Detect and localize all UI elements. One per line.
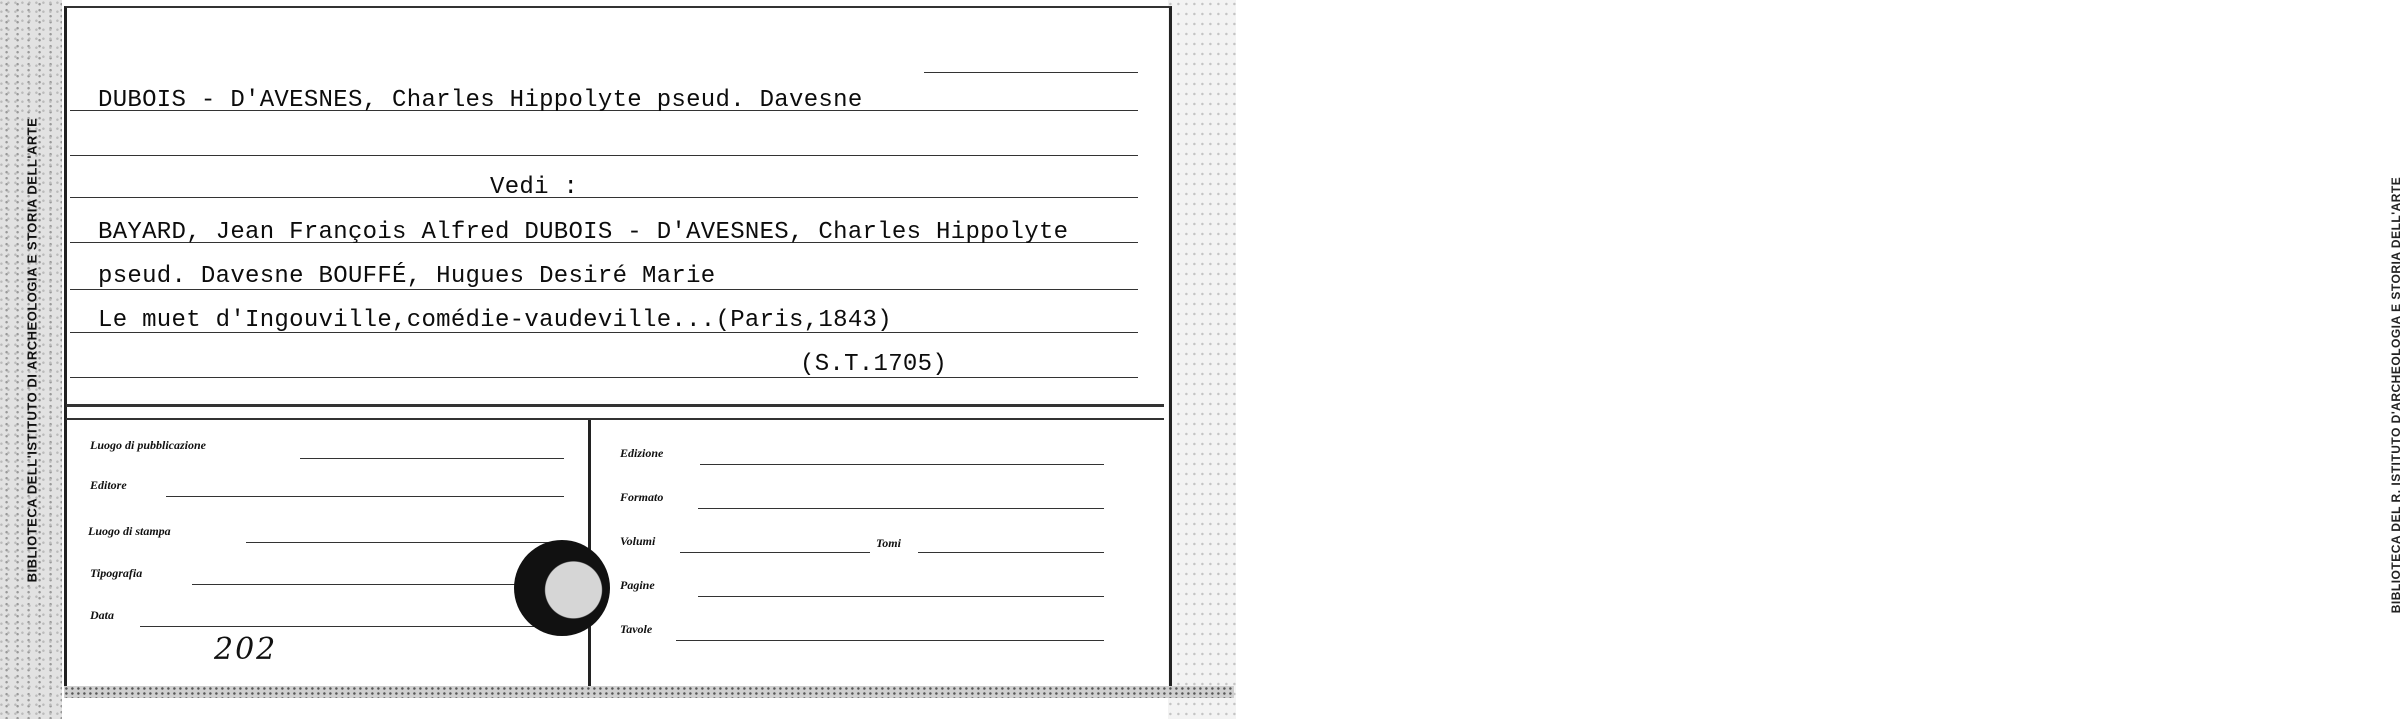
label-editore: Editore [90,478,127,492]
field-luogo-stampa [246,542,564,543]
rule-2 [70,155,1138,156]
label-volumi: Volumi [620,534,656,548]
rule-3 [70,197,1138,198]
field-pagine [698,596,1104,597]
label-pagine: Pagine [620,578,655,592]
field-data [140,626,564,627]
rule-section-divider [66,404,1164,407]
label-formato: Formato [620,490,664,504]
handwritten-number: 202 [214,632,278,667]
right-adjacent-card-strip [1168,0,2403,719]
field-tavole [676,640,1104,641]
card-line-2: pseud. Davesne BOUFFÉ, Hugues Desiré Marie [98,263,716,290]
rule-section-divider-2 [66,418,1164,420]
card-punch-hole [514,540,610,636]
card-line-3: Le muet d'Ingouville,comédie-vaudeville...(Paris,1843) [98,307,892,334]
label-data: Data [90,608,114,622]
field-volumi [680,552,870,553]
label-tavole: Tavole [620,622,653,636]
field-editore [166,496,564,497]
card-heading: DUBOIS - D'AVESNES, Charles Hippolyte pseud. Davesne [98,87,863,114]
field-tomi [918,552,1104,553]
shelfmark: (S.T.1705) [800,351,948,378]
label-tomi: Tomi [876,536,901,550]
label-luogo-stampa: Luogo di stampa [88,524,171,538]
field-formato [698,508,1104,509]
adjacent-card-side-label: BIBLIOTECA DEL R. ISTITUTO D'ARCHEOLOGIA E STORIA DELL'ARTE [2389,176,2403,614]
left-binding-strip [0,0,62,719]
rule-top-short [924,72,1138,73]
label-luogo-pubblicazione: Luogo di pubblicazione [90,438,207,452]
card-line-1: BAYARD, Jean François Alfred DUBOIS - D'AVESNES, Charles Hippolyte [98,219,1069,246]
bottom-card-edge [64,686,1234,698]
library-side-label: BIBLIOTECA DELL'ISTITUTO DI ARCHEOLOGIA E STORIA DELL'ARTE [24,117,40,583]
label-edizione: Edizione [620,446,664,460]
see-reference: Vedi : [490,174,579,201]
field-luogo-pubblicazione [300,458,564,459]
field-edizione [700,464,1104,465]
rule-7 [70,377,1138,378]
field-tipografia [192,584,564,585]
label-tipografia: Tipografia [90,566,143,580]
